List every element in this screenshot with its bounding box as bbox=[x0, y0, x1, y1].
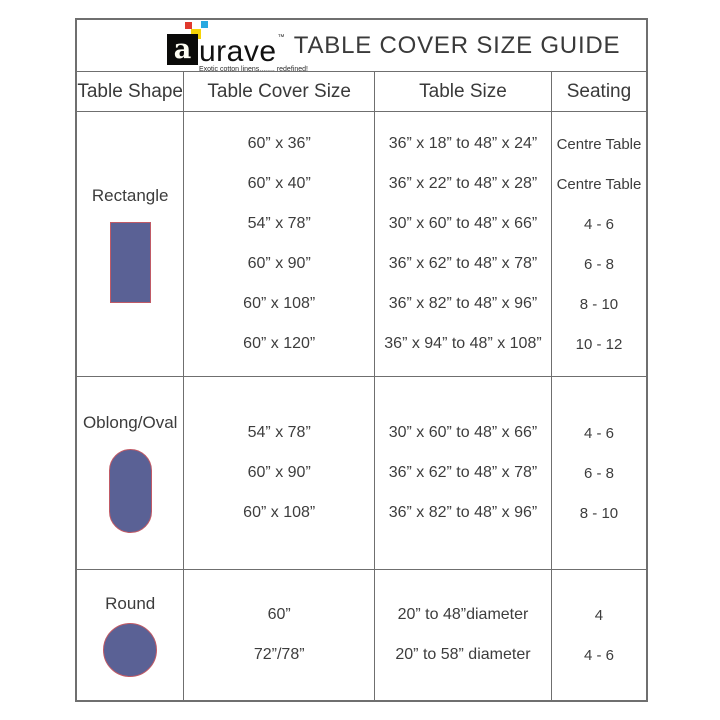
seating-column bbox=[551, 112, 646, 376]
table-value: 36” x 18” to 48” x 24” bbox=[388, 135, 538, 152]
logo-red-square-icon bbox=[185, 22, 192, 29]
shape-cell-rectangle bbox=[77, 112, 183, 376]
cover-value: 60” x 108” bbox=[243, 295, 316, 312]
cover-value: 60” x 40” bbox=[247, 175, 311, 192]
shape-label: Oblong/Oval bbox=[82, 413, 178, 432]
seating-column bbox=[551, 377, 646, 569]
cover-value: 54” x 78” bbox=[247, 424, 311, 441]
column-header-table-shape: Table Shape bbox=[77, 80, 184, 102]
table-size-column bbox=[374, 377, 551, 569]
logo-wordmark bbox=[167, 34, 285, 68]
circle-shape-icon bbox=[103, 623, 157, 677]
section-rectangle bbox=[77, 112, 646, 377]
section-oblong-oval bbox=[77, 377, 646, 570]
cover-value: 60” x 90” bbox=[247, 255, 311, 272]
seating-value: Centre Table bbox=[556, 135, 642, 153]
cover-size-column bbox=[183, 112, 374, 376]
seating-value: 4 bbox=[594, 606, 604, 624]
cover-value: 60” x 90” bbox=[247, 464, 311, 481]
seating-value: 8 - 10 bbox=[579, 504, 619, 522]
seating-value: 4 - 6 bbox=[583, 215, 614, 233]
cover-value: 60” x 36” bbox=[247, 135, 311, 152]
table-value: 20” to 48”diameter bbox=[397, 606, 529, 623]
column-header-row bbox=[77, 72, 646, 112]
size-guide-table bbox=[75, 18, 648, 702]
shape-label: Round bbox=[105, 593, 156, 613]
oval-shape-icon bbox=[109, 449, 152, 533]
seating-value: 10 - 12 bbox=[575, 335, 623, 353]
column-header-table-cover-size: Table Cover Size bbox=[183, 72, 374, 111]
column-header-seating: Seating bbox=[551, 72, 646, 111]
cover-value: 54” x 78” bbox=[247, 215, 311, 232]
table-value: 36” x 82” to 48” x 96” bbox=[388, 504, 538, 521]
aurave-logo bbox=[165, 20, 308, 73]
cover-value: 60” x 120” bbox=[243, 335, 316, 352]
trademark-symbol: ™ bbox=[277, 34, 285, 41]
section-round bbox=[77, 570, 646, 700]
table-value: 30” x 60” to 48” x 66” bbox=[388, 215, 538, 232]
column-header-table-size: Table Size bbox=[374, 72, 551, 111]
table-value: 30” x 60” to 48” x 66” bbox=[388, 424, 538, 441]
table-value: 20” to 58” diameter bbox=[395, 646, 531, 663]
logo-blue-square-icon bbox=[201, 21, 208, 28]
table-value: 36” x 62” to 48” x 78” bbox=[388, 464, 538, 481]
shape-cell-oval bbox=[77, 377, 183, 569]
cover-size-column bbox=[183, 570, 374, 700]
logo-word: urave bbox=[199, 35, 277, 68]
cover-value: 60” x 108” bbox=[243, 504, 316, 521]
cover-value: 72”/78” bbox=[253, 646, 305, 663]
seating-column bbox=[551, 570, 646, 700]
cover-size-column bbox=[183, 377, 374, 569]
table-value: 36” x 62” to 48” x 78” bbox=[388, 255, 538, 272]
logo-a-mark: a bbox=[167, 34, 198, 65]
table-value: 36” x 82” to 48” x 96” bbox=[388, 295, 538, 312]
rectangle-shape-icon bbox=[110, 222, 151, 303]
shape-cell-round bbox=[77, 570, 183, 700]
table-value: 36” x 94” to 48” x 108” bbox=[384, 335, 542, 352]
shape-label: Rectangle bbox=[91, 185, 169, 205]
page-title: TABLE COVER SIZE GUIDE bbox=[293, 31, 621, 59]
seating-value: 8 - 10 bbox=[579, 295, 619, 313]
cover-value: 60” bbox=[267, 606, 291, 623]
table-value: 36” x 22” to 48” x 28” bbox=[388, 175, 538, 192]
seating-value: 4 - 6 bbox=[583, 646, 614, 664]
seating-value: 4 - 6 bbox=[583, 424, 614, 442]
seating-value: 6 - 8 bbox=[583, 255, 614, 273]
table-size-column bbox=[374, 112, 551, 376]
header-banner bbox=[77, 20, 646, 72]
table-size-column bbox=[374, 570, 551, 700]
seating-value: Centre Table bbox=[556, 175, 642, 193]
logo-tagline: Exotic cotton linens........ redefined! bbox=[199, 66, 308, 73]
seating-value: 6 - 8 bbox=[583, 464, 614, 482]
